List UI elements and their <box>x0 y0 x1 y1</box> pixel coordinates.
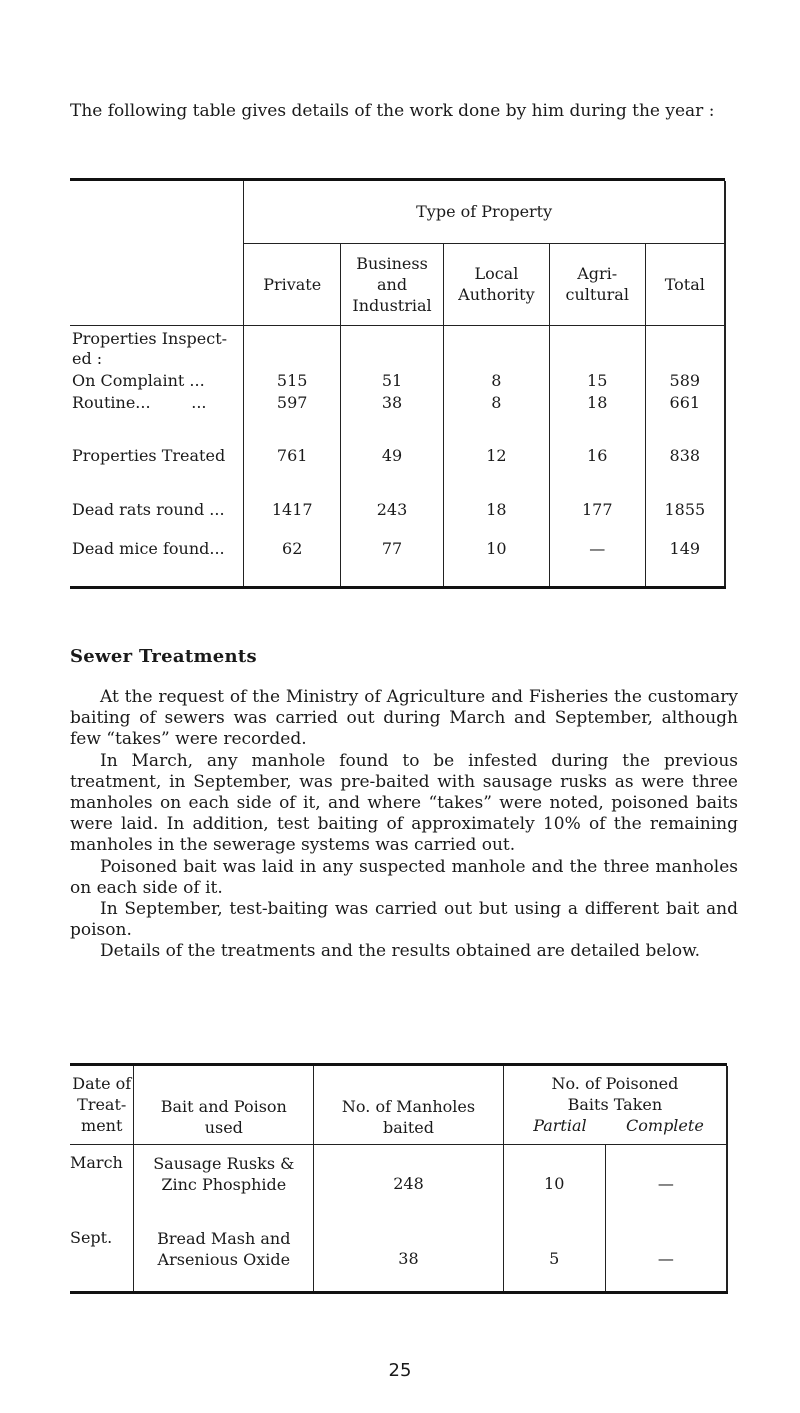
col-header-private: Private <box>244 243 341 325</box>
col-header-partial: Partial <box>533 1116 587 1136</box>
table-row: March Sausage Rusks & Zinc Phosphide 248 10 — <box>70 1144 727 1228</box>
section-label-properties-inspected: Properties Inspect- ed : <box>72 329 228 368</box>
paragraph: Details of the treatments and the results obtained are detailed below. <box>100 941 701 962</box>
col-header-manholes: No. of Manholes baited <box>314 1066 504 1144</box>
col-header-local-authority: Local Authority <box>443 243 549 325</box>
paragraph: In September, test-baiting was carried out but using a different bait and poison. <box>70 899 738 941</box>
col-header-bait: Bait and Poison used <box>134 1066 314 1144</box>
table-row: Routine... ... 597 38 8 18 661 <box>70 391 725 413</box>
type-of-property-header: Type of Property <box>244 181 725 243</box>
table-row: Properties Treated 761 49 12 16 838 <box>70 413 725 467</box>
sewer-body-text <box>70 687 738 963</box>
table-row: On Complaint ... 515 51 8 15 589 <box>70 369 725 391</box>
col-header-complete: Complete <box>626 1116 704 1136</box>
section-heading-sewer-treatments: Sewer Treatments <box>70 646 257 667</box>
table-row: Sept. Bread Mash and Arsenious Oxide 38 5 — <box>70 1228 727 1292</box>
col-header-poisoned-baits: No. of Poisoned Baits Taken Partial Complete <box>503 1066 727 1144</box>
col-header-agricultural: Agri- cultural <box>549 243 645 325</box>
paragraph: In March, any manhole found to be infested during the previous treatment, in September, was pre-baited with sausage rusks as were three manholes on each side of it, and where “takes” were noted, poisoned baits were laid. In addition, test baiting of approximately 10% of the remaining manholes in the sewerage systems was carried out. <box>70 750 738 856</box>
intro-text: The following table gives details of the work done by him during the year : <box>70 101 715 121</box>
sewer-treatment-table <box>70 1063 728 1294</box>
table-row: Dead mice found... 62 77 10 — 149 <box>70 521 725 587</box>
table-row: Dead rats round ... 1417 243 18 177 1855 <box>70 467 725 521</box>
property-work-table <box>70 178 726 589</box>
paragraph: At the request of the Ministry of Agriculture and Fisheries the customary baiting of sewers was carried out during March and September, although few “takes” were recorded. <box>70 687 738 750</box>
paragraph: Poisoned bait was laid in any suspected manhole and the three manholes on each side of it. <box>70 856 738 898</box>
col-header-total: Total <box>645 243 725 325</box>
col-header-date: Date of Treat- ment <box>70 1066 134 1144</box>
col-header-business: Business and Industrial <box>341 243 444 325</box>
page-number: 25 <box>388 1360 412 1381</box>
